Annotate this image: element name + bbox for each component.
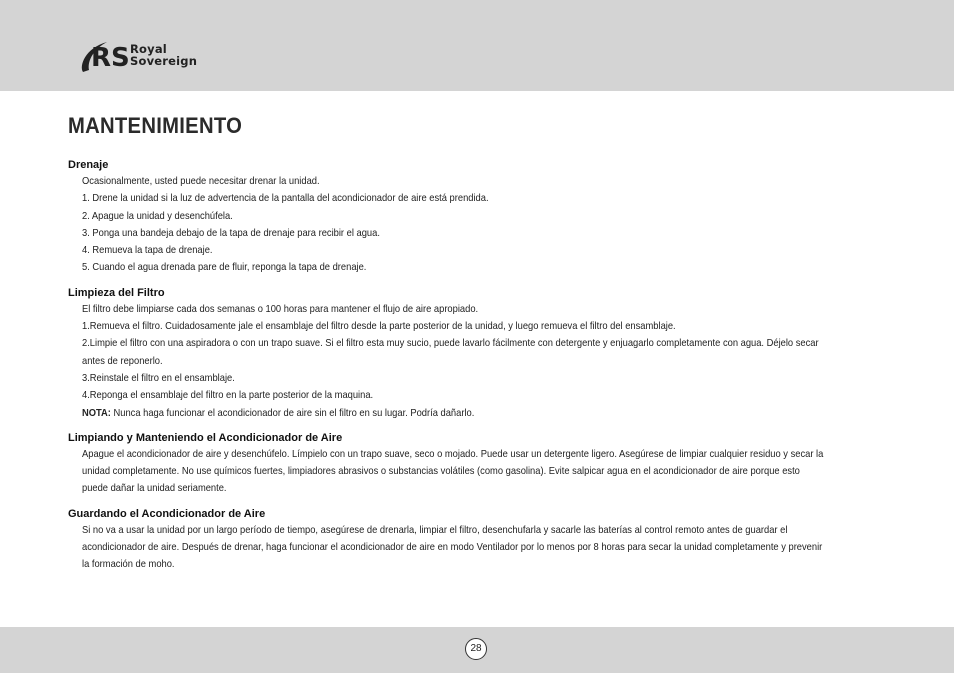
- brand-line-1: Royal: [130, 42, 167, 56]
- drenaje-line: 1. Drene la unidad si la luz de advertencia de la pantalla del acondicionador de aire está prendida.: [82, 193, 489, 205]
- drenaje-line: 4. Remueva la tapa de drenaje.: [82, 245, 213, 257]
- limpiando-line: puede dañar la unidad seriamente.: [82, 483, 227, 495]
- brand-name: [130, 43, 197, 67]
- limpiando-line: unidad completamente. No use químicos fuertes, limpiadores abrasivos o substancias volátiles (como gasolina). Evite salpicar agua en el acondicionador de aire porque esto: [82, 466, 800, 478]
- section-heading-limpiando: Limpiando y Manteniendo el Acondicionador de Aire: [68, 431, 343, 444]
- guardando-line: acondicionador de aire. Después de drenar, haga funcionar el acondicionador de aire en modo Ventilador por lo menos por 8 horas para secar la unidad completamente y prevenir: [82, 542, 823, 554]
- section-heading-drenaje: Drenaje: [68, 159, 109, 171]
- drenaje-line: 5. Cuando el agua drenada pare de fluir, reponga la tapa de drenaje.: [82, 262, 367, 274]
- note-text: Nunca haga funcionar el acondicionador de aire sin el filtro en su lugar. Podría dañarlo.: [110, 407, 475, 419]
- section-heading-filtro: Limpieza del Filtro: [68, 286, 165, 299]
- brand-line-2: Sovereign: [130, 54, 198, 68]
- logo-mark-text: RS: [91, 43, 130, 73]
- filtro-line: 3.Reinstale el filtro en el ensamblaje.: [82, 372, 235, 384]
- page-number-badge: 28: [465, 638, 487, 660]
- drenaje-line: 3. Ponga una bandeja debajo de la tapa de drenaje para recibir el agua.: [82, 227, 380, 239]
- page-title: MANTENIMIENTO: [68, 113, 243, 138]
- filtro-line: 1.Remueva el filtro. Cuidadosamente jale el ensamblaje del filtro desde la parte posterior de la unidad, y luego remueva el filtro del ensamblaje.: [82, 321, 676, 333]
- guardando-line: la formación de moho.: [82, 559, 175, 571]
- guardando-line: Si no va a usar la unidad por un largo período de tiempo, asegúrese de drenarla, limpiar el filtro, desenchufarla y sacarle las baterías al control remoto antes de guardar el: [82, 524, 788, 536]
- filtro-line: 4.Reponga el ensamblaje del filtro en la parte posterior de la maquina.: [82, 390, 374, 402]
- filtro-line: El filtro debe limpiarse cada dos semanas o 100 horas para mantener el flujo de aire apropiado.: [82, 303, 479, 315]
- filtro-line: 2.Limpie el filtro con una aspiradora o con un trapo suave. Si el filtro esta muy sucio, puede lavarlo fácilmente con detergente y enjuagarlo completamente con agua. Déjelo secar: [82, 338, 819, 350]
- note-label: NOTA:: [82, 407, 111, 419]
- drenaje-line: 2. Apague la unidad y desenchúfela.: [82, 210, 233, 222]
- page-header: [0, 0, 954, 91]
- section-heading-guardando: Guardando el Acondicionador de Aire: [68, 507, 266, 520]
- maintenance-content: [68, 158, 888, 574]
- filtro-line: antes de reponerlo.: [82, 355, 163, 367]
- filtro-note: [82, 405, 807, 422]
- royal-sovereign-logo: [77, 26, 217, 78]
- drenaje-line: Ocasionalmente, usted puede necesitar drenar la unidad.: [82, 176, 320, 187]
- limpiando-line: Apague el acondicionador de aire y desenchúfelo. Límpielo con un trapo suave, seco o mojado. Puede usar un detergente ligero. Asegúrese de limpiar cualquier residuo y secar la: [82, 448, 824, 460]
